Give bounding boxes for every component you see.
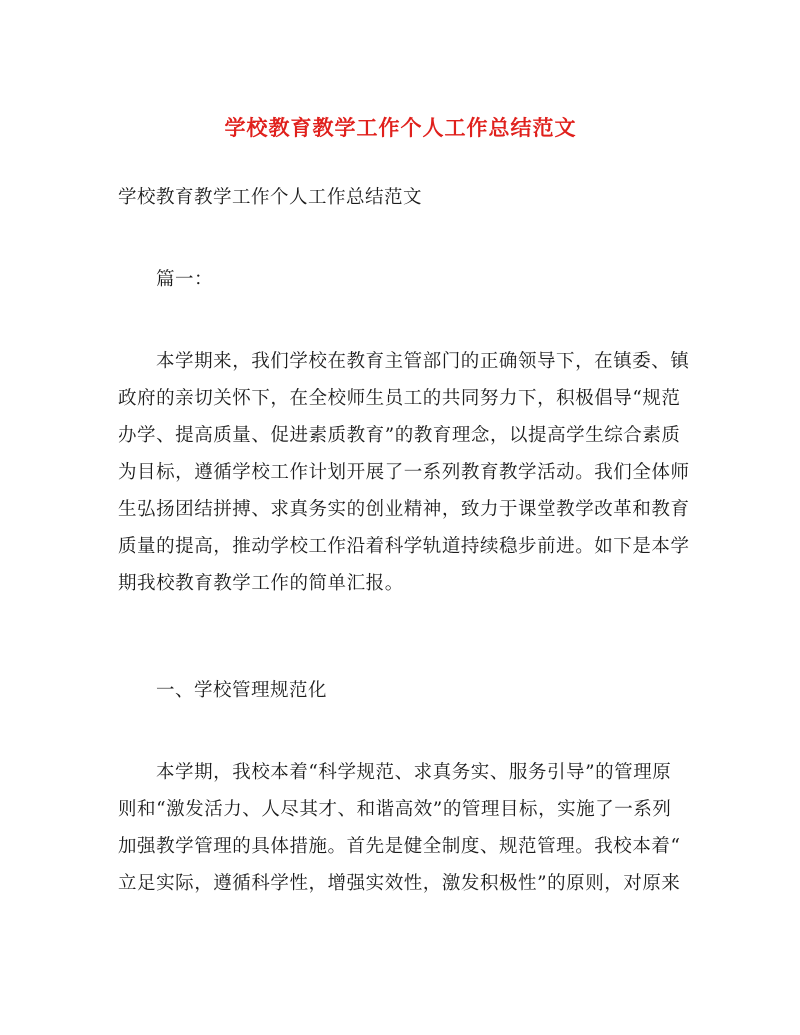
paragraph-line: 为目标，遵循学校工作计划开展了一系列教育教学活动。我们全体师 — [118, 462, 690, 483]
paragraph-line: 加强教学管理的具体措施。首先是健全制度、规范管理。我校本着“ — [118, 836, 681, 857]
document-subtitle: 学校教育教学工作个人工作总结范文 — [118, 187, 423, 208]
document-title: 学校教育教学工作个人工作总结范文 — [224, 115, 577, 140]
paragraph-2 — [118, 760, 683, 908]
paragraph-line: 政府的亲切关怀下，在全校师生员工的共同努力下，积极倡导“规范 — [118, 388, 681, 409]
paragraph-line: 质量的提高，推动学校工作沿着科学轨道持续稳步前进。如下是本学 — [118, 536, 690, 557]
paragraph-line: 本学期，我校本着“科学规范、求真务实、服务引导”的管理原 — [156, 762, 672, 783]
paragraph-line: 办学、提高质量、促进素质教育”的教育理念，以提高学生综合素质 — [118, 425, 681, 446]
paragraph-line: 本学期来，我们学校在教育主管部门的正确领导下，在镇委、镇 — [156, 351, 690, 372]
paragraph-line: 则和“激发活力、人尽其才、和谐高效”的管理目标，实施了一系列 — [118, 799, 672, 820]
section-label: 篇一： — [156, 269, 214, 290]
paragraph-line: 期我校教育教学工作的简单汇报。 — [118, 573, 404, 594]
section-heading: 一、学校管理规范化 — [156, 680, 328, 701]
paragraph-line: 生弘扬团结拼搏、求真务实的创业精神，致力于课堂教学改革和教育 — [118, 499, 690, 520]
paragraph-1 — [118, 349, 690, 608]
paragraph-line: 立足实际，遵循科学性，增强实效性，激发积极性”的原则，对原来 — [118, 873, 681, 894]
